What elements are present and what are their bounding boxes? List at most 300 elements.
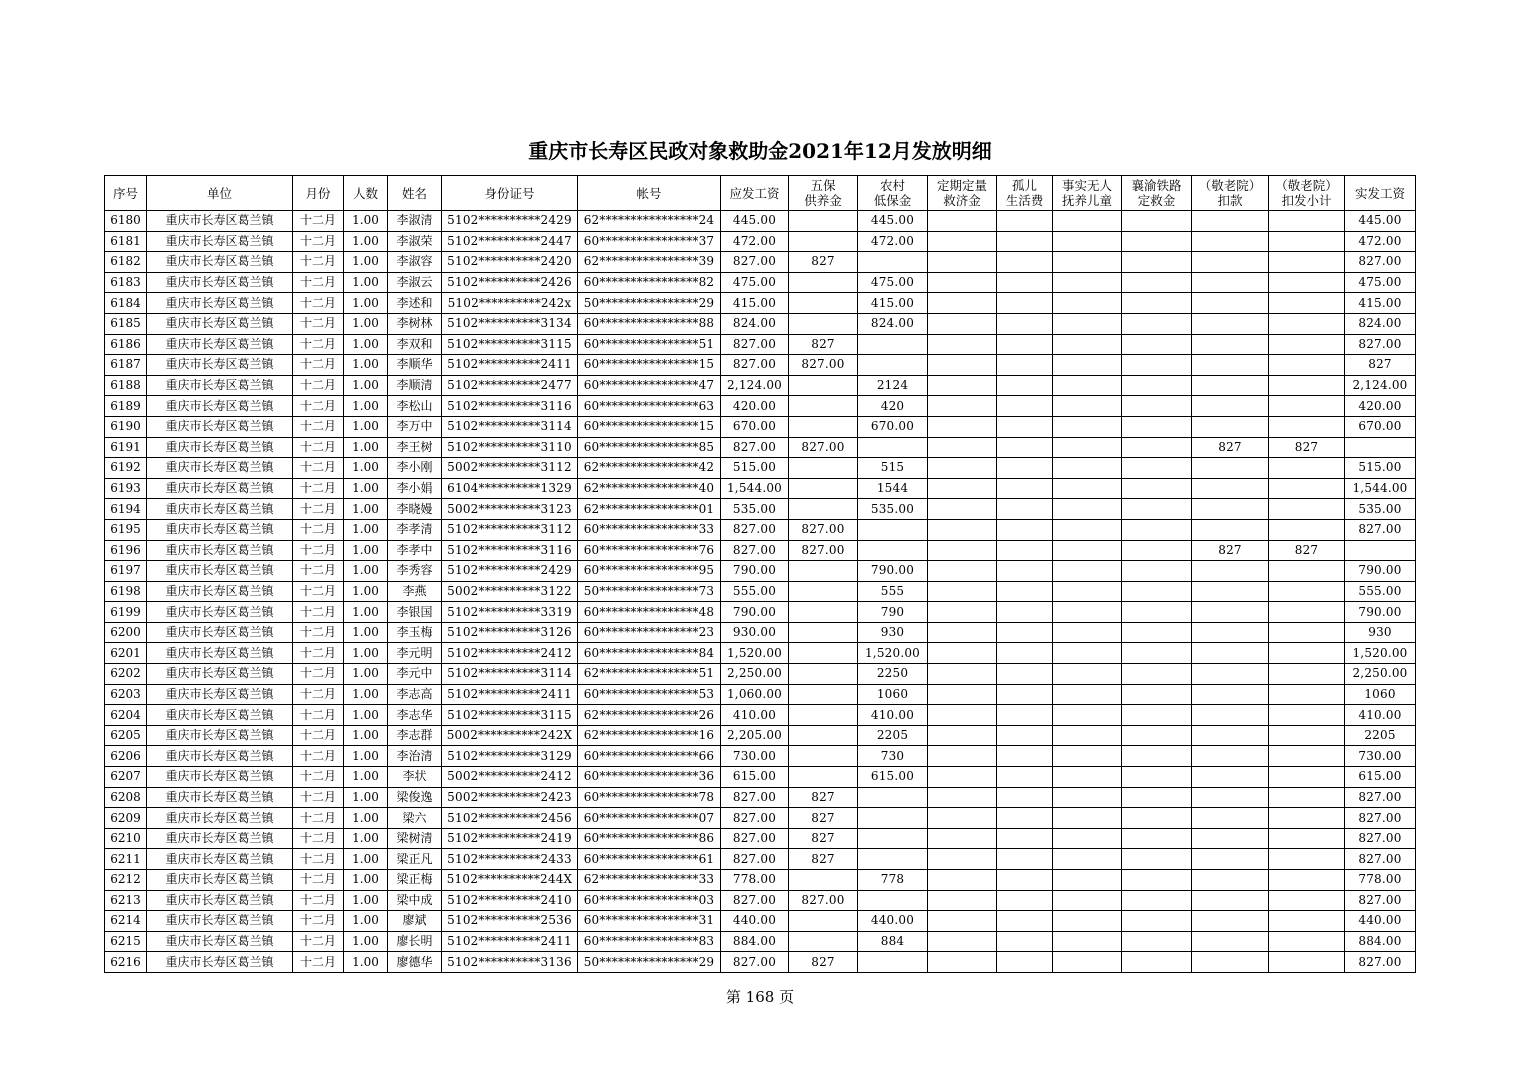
col-wubao-cell: 827.00 [789,355,858,376]
col-deduction-subtotal-cell [1269,705,1345,726]
col-name-cell: 李淑荣 [388,231,442,252]
col-unit-cell: 重庆市长寿区葛兰镇 [147,808,293,829]
col-count-cell: 1.00 [344,561,388,582]
col-payable-cell: 410.00 [721,705,789,726]
col-actual-cell: 615.00 [1345,767,1416,788]
col-dibao-cell [858,890,928,911]
col-payable-cell: 827.00 [721,334,789,355]
col-name-cell: 李元中 [388,664,442,685]
col-dingqi-cell [928,293,997,314]
col-unit-cell: 重庆市长寿区葛兰镇 [147,499,293,520]
col-unit-cell: 重庆市长寿区葛兰镇 [147,293,293,314]
col-deduction-cell [1192,581,1269,602]
col-orphan-cell [997,767,1053,788]
col-month-cell: 十二月 [293,746,344,767]
col-month-cell: 十二月 [293,313,344,334]
col-unsupported-child-cell [1053,870,1122,891]
col-seq-cell: 6192 [105,458,147,479]
col-unsupported-child-cell [1053,231,1122,252]
col-xiangyu-cell [1122,437,1192,458]
col-name-cell: 李松山 [388,396,442,417]
col-seq-cell: 6196 [105,540,147,561]
col-dibao-cell: 884 [858,931,928,952]
col-count-cell: 1.00 [344,211,388,232]
col-id-cell: 5102**********2429 [442,561,578,582]
col-deduction-cell [1192,684,1269,705]
table-row [105,870,1416,891]
col-month-cell: 十二月 [293,499,344,520]
col-account-cell: 50****************29 [578,952,721,973]
col-dingqi-cell [928,664,997,685]
col-id-cell: 5102**********2477 [442,375,578,396]
col-dibao-header: 农村 低保金 [858,176,928,211]
col-actual-cell: 445.00 [1345,211,1416,232]
col-name-cell: 李孝清 [388,519,442,540]
col-dingqi-cell [928,375,997,396]
col-deduction-cell [1192,231,1269,252]
col-unsupported-child-cell [1053,375,1122,396]
col-payable-cell: 930.00 [721,622,789,643]
col-id-cell: 5002**********3123 [442,499,578,520]
col-count-header: 人数 [344,176,388,211]
col-deduction-cell [1192,890,1269,911]
table-row [105,767,1416,788]
col-deduction-cell [1192,334,1269,355]
col-month-cell: 十二月 [293,808,344,829]
col-xiangyu-cell [1122,725,1192,746]
col-wubao-cell [789,581,858,602]
col-unsupported-child-cell [1053,746,1122,767]
col-deduction-subtotal-cell [1269,272,1345,293]
table-row [105,828,1416,849]
col-orphan-cell [997,870,1053,891]
col-id-cell: 5102**********3319 [442,602,578,623]
col-month-cell: 十二月 [293,540,344,561]
col-orphan-cell [997,458,1053,479]
col-dingqi-cell [928,458,997,479]
col-payable-cell: 827.00 [721,890,789,911]
col-wubao-cell [789,396,858,417]
col-id-cell: 5102**********3134 [442,313,578,334]
col-dibao-cell: 472.00 [858,231,928,252]
col-dingqi-cell [928,396,997,417]
col-unsupported-child-cell [1053,478,1122,499]
col-deduction-cell: 827 [1192,437,1269,458]
col-deduction-cell [1192,211,1269,232]
col-account-cell: 60****************82 [578,272,721,293]
col-dingqi-cell [928,478,997,499]
table-row [105,231,1416,252]
col-account-cell: 60****************86 [578,828,721,849]
col-account-cell: 60****************66 [578,746,721,767]
col-wubao-cell [789,622,858,643]
col-seq-cell: 6180 [105,211,147,232]
col-count-cell: 1.00 [344,911,388,932]
col-unit-cell: 重庆市长寿区葛兰镇 [147,664,293,685]
col-deduction-subtotal-cell [1269,931,1345,952]
col-seq-cell: 6182 [105,252,147,273]
col-deduction-cell [1192,622,1269,643]
col-unit-cell: 重庆市长寿区葛兰镇 [147,458,293,479]
col-count-cell: 1.00 [344,458,388,479]
col-seq-cell: 6202 [105,664,147,685]
col-account-cell: 60****************07 [578,808,721,829]
col-wubao-cell [789,746,858,767]
col-month-cell: 十二月 [293,231,344,252]
col-seq-cell: 6199 [105,602,147,623]
col-count-cell: 1.00 [344,952,388,973]
col-dibao-cell: 2124 [858,375,928,396]
col-orphan-cell [997,911,1053,932]
col-name-cell: 李淑云 [388,272,442,293]
col-account-cell: 60****************15 [578,355,721,376]
col-wubao-cell [789,293,858,314]
col-orphan-cell [997,602,1053,623]
col-xiangyu-cell [1122,911,1192,932]
col-wubao-cell [789,870,858,891]
col-deduction-subtotal-cell [1269,664,1345,685]
col-deduction-subtotal-cell [1269,519,1345,540]
col-actual-cell [1345,437,1416,458]
col-seq-cell: 6214 [105,911,147,932]
col-payable-cell: 790.00 [721,602,789,623]
col-orphan-cell [997,890,1053,911]
table-row [105,561,1416,582]
col-id-cell: 5102**********3115 [442,705,578,726]
col-dibao-cell: 420 [858,396,928,417]
col-unit-cell: 重庆市长寿区葛兰镇 [147,849,293,870]
col-payable-cell: 1,544.00 [721,478,789,499]
col-deduction-subtotal-cell [1269,355,1345,376]
col-deduction-cell [1192,870,1269,891]
col-name-header: 姓名 [388,176,442,211]
col-deduction-cell [1192,828,1269,849]
col-id-cell: 5102**********2433 [442,849,578,870]
col-xiangyu-cell [1122,602,1192,623]
col-deduction-cell [1192,272,1269,293]
col-name-cell: 廖斌 [388,911,442,932]
col-actual-cell: 2,250.00 [1345,664,1416,685]
col-id-cell: 5102**********3116 [442,396,578,417]
col-deduction-subtotal-cell: 827 [1269,540,1345,561]
col-id-cell: 5002**********2412 [442,767,578,788]
col-dingqi-cell [928,684,997,705]
col-wubao-header: 五保 供养金 [789,176,858,211]
table-row [105,705,1416,726]
col-name-cell: 梁中成 [388,890,442,911]
col-dibao-cell [858,519,928,540]
col-actual-cell: 535.00 [1345,499,1416,520]
col-xiangyu-cell [1122,334,1192,355]
col-count-cell: 1.00 [344,643,388,664]
col-payable-cell: 827.00 [721,519,789,540]
col-dingqi-cell [928,313,997,334]
col-seq-cell: 6184 [105,293,147,314]
col-orphan-cell [997,849,1053,870]
col-payable-cell: 2,250.00 [721,664,789,685]
col-id-cell: 5102**********2412 [442,643,578,664]
col-dingqi-cell [928,211,997,232]
col-month-cell: 十二月 [293,396,344,417]
col-month-cell: 十二月 [293,725,344,746]
col-dibao-cell: 790.00 [858,561,928,582]
col-dingqi-cell [928,272,997,293]
col-account-cell: 60****************15 [578,416,721,437]
col-wubao-cell: 827 [789,334,858,355]
col-deduction-subtotal-cell [1269,746,1345,767]
col-seq-cell: 6195 [105,519,147,540]
col-orphan-cell [997,581,1053,602]
payment-table [104,175,1416,973]
col-dingqi-cell [928,746,997,767]
table-row [105,787,1416,808]
col-name-cell: 李述和 [388,293,442,314]
col-id-cell: 5002**********242X [442,725,578,746]
col-account-cell: 62****************42 [578,458,721,479]
col-unsupported-child-cell [1053,540,1122,561]
col-wubao-cell [789,705,858,726]
col-dibao-cell: 1544 [858,478,928,499]
col-dingqi-cell [928,231,997,252]
col-id-cell: 5102**********3129 [442,746,578,767]
col-unsupported-child-cell [1053,890,1122,911]
col-id-cell: 5102**********3115 [442,334,578,355]
col-orphan-cell [997,622,1053,643]
col-orphan-cell [997,684,1053,705]
col-unit-cell: 重庆市长寿区葛兰镇 [147,911,293,932]
table-row [105,437,1416,458]
col-deduction-cell [1192,252,1269,273]
col-dibao-cell: 2250 [858,664,928,685]
col-id-cell: 5102**********2536 [442,911,578,932]
col-actual-header: 实发工资 [1345,176,1416,211]
col-count-cell: 1.00 [344,705,388,726]
col-orphan-cell [997,931,1053,952]
col-payable-cell: 420.00 [721,396,789,417]
col-name-cell: 梁六 [388,808,442,829]
col-month-cell: 十二月 [293,355,344,376]
col-dingqi-cell [928,602,997,623]
col-orphan-cell [997,231,1053,252]
col-unsupported-child-cell [1053,849,1122,870]
col-xiangyu-cell [1122,581,1192,602]
col-payable-cell: 515.00 [721,458,789,479]
col-unit-cell: 重庆市长寿区葛兰镇 [147,437,293,458]
col-dibao-cell: 824.00 [858,313,928,334]
col-deduction-cell [1192,931,1269,952]
col-seq-cell: 6203 [105,684,147,705]
col-xiangyu-cell [1122,313,1192,334]
col-name-cell: 廖长明 [388,931,442,952]
col-payable-cell: 827.00 [721,787,789,808]
col-dibao-cell: 2205 [858,725,928,746]
col-unit-cell: 重庆市长寿区葛兰镇 [147,355,293,376]
col-unsupported-child-cell [1053,643,1122,664]
col-seq-cell: 6194 [105,499,147,520]
col-dingqi-cell [928,890,997,911]
table-row [105,746,1416,767]
col-name-cell: 李晓嫚 [388,499,442,520]
col-xiangyu-cell [1122,211,1192,232]
col-account-cell: 60****************37 [578,231,721,252]
col-name-cell: 李治清 [388,746,442,767]
col-name-cell: 李孝中 [388,540,442,561]
col-count-cell: 1.00 [344,231,388,252]
table-row [105,334,1416,355]
col-name-cell: 李顺华 [388,355,442,376]
col-name-cell: 李小娟 [388,478,442,499]
col-seq-cell: 6186 [105,334,147,355]
col-id-cell: 5102**********2447 [442,231,578,252]
col-xiangyu-cell [1122,808,1192,829]
col-wubao-cell [789,231,858,252]
col-deduction-subtotal-cell [1269,478,1345,499]
col-dibao-cell [858,355,928,376]
col-count-cell: 1.00 [344,664,388,685]
col-id-cell: 5102**********2411 [442,931,578,952]
col-count-cell: 1.00 [344,828,388,849]
col-actual-cell: 778.00 [1345,870,1416,891]
col-wubao-cell [789,931,858,952]
col-unsupported-child-cell [1053,313,1122,334]
col-deduction-cell [1192,602,1269,623]
col-orphan-cell [997,664,1053,685]
col-unsupported-child-cell [1053,787,1122,808]
col-seq-cell: 6204 [105,705,147,726]
col-deduction-cell [1192,416,1269,437]
col-month-cell: 十二月 [293,458,344,479]
col-xiangyu-cell [1122,931,1192,952]
col-dingqi-cell [928,355,997,376]
table-row [105,684,1416,705]
col-deduction-cell [1192,911,1269,932]
col-deduction-subtotal-cell [1269,396,1345,417]
col-count-cell: 1.00 [344,540,388,561]
col-actual-cell: 475.00 [1345,272,1416,293]
col-account-cell: 60****************51 [578,334,721,355]
col-name-cell: 李燕 [388,581,442,602]
col-actual-cell: 2205 [1345,725,1416,746]
col-count-cell: 1.00 [344,416,388,437]
col-id-cell: 5102**********2410 [442,890,578,911]
col-month-cell: 十二月 [293,849,344,870]
table-row [105,313,1416,334]
col-account-cell: 60****************84 [578,643,721,664]
col-unsupported-child-cell [1053,252,1122,273]
col-dibao-cell: 730 [858,746,928,767]
col-deduction-cell [1192,664,1269,685]
col-xiangyu-cell [1122,519,1192,540]
col-deduction-cell [1192,787,1269,808]
col-orphan-cell [997,808,1053,829]
col-month-cell: 十二月 [293,890,344,911]
col-dingqi-cell [928,931,997,952]
col-month-cell: 十二月 [293,211,344,232]
col-xiangyu-cell [1122,849,1192,870]
col-orphan-cell [997,540,1053,561]
col-payable-cell: 730.00 [721,746,789,767]
col-dibao-cell [858,828,928,849]
col-month-cell: 十二月 [293,828,344,849]
col-wubao-cell [789,272,858,293]
col-name-cell: 李王树 [388,437,442,458]
col-deduction-cell [1192,519,1269,540]
col-unit-cell: 重庆市长寿区葛兰镇 [147,931,293,952]
col-payable-cell: 415.00 [721,293,789,314]
col-month-header: 月份 [293,176,344,211]
col-seq-cell: 6208 [105,787,147,808]
col-deduction-subtotal-cell [1269,293,1345,314]
col-actual-cell: 790.00 [1345,561,1416,582]
col-unit-cell: 重庆市长寿区葛兰镇 [147,519,293,540]
col-wubao-cell [789,684,858,705]
col-month-cell: 十二月 [293,334,344,355]
col-id-cell: 5102**********3110 [442,437,578,458]
col-dibao-cell: 440.00 [858,911,928,932]
col-name-cell: 李顺清 [388,375,442,396]
col-account-cell: 62****************24 [578,211,721,232]
col-unit-cell: 重庆市长寿区葛兰镇 [147,622,293,643]
col-dibao-cell: 790 [858,602,928,623]
col-wubao-cell: 827 [789,252,858,273]
col-seq-cell: 6201 [105,643,147,664]
col-unsupported-child-cell [1053,808,1122,829]
col-account-cell: 60****************48 [578,602,721,623]
col-unit-cell: 重庆市长寿区葛兰镇 [147,252,293,273]
col-seq-cell: 6210 [105,828,147,849]
col-xiangyu-cell [1122,787,1192,808]
col-account-cell: 60****************63 [578,396,721,417]
col-name-cell: 李小刚 [388,458,442,479]
col-unsupported-child-cell [1053,911,1122,932]
col-count-cell: 1.00 [344,334,388,355]
col-actual-cell: 827.00 [1345,787,1416,808]
table-row [105,416,1416,437]
col-xiangyu-cell [1122,231,1192,252]
col-actual-cell: 730.00 [1345,746,1416,767]
col-deduction-subtotal-cell [1269,231,1345,252]
col-unsupported-child-cell [1053,355,1122,376]
table-row [105,890,1416,911]
table-row [105,375,1416,396]
col-id-cell: 5002**********3122 [442,581,578,602]
col-unsupported-child-cell [1053,622,1122,643]
col-actual-cell: 884.00 [1345,931,1416,952]
col-dibao-cell: 535.00 [858,499,928,520]
col-orphan-cell [997,499,1053,520]
page-number: 第 168 页 [725,988,795,1006]
col-wubao-cell [789,375,858,396]
col-xiangyu-cell [1122,355,1192,376]
col-month-cell: 十二月 [293,519,344,540]
col-deduction-cell [1192,293,1269,314]
col-id-cell: 5102**********2429 [442,211,578,232]
col-month-cell: 十二月 [293,931,344,952]
col-xiangyu-cell [1122,870,1192,891]
col-count-cell: 1.00 [344,293,388,314]
col-actual-cell: 410.00 [1345,705,1416,726]
col-account-cell: 62****************01 [578,499,721,520]
col-dingqi-cell [928,252,997,273]
col-account-cell: 62****************33 [578,870,721,891]
col-unit-cell: 重庆市长寿区葛兰镇 [147,890,293,911]
col-dibao-cell: 930 [858,622,928,643]
col-actual-cell: 440.00 [1345,911,1416,932]
col-unit-cell: 重庆市长寿区葛兰镇 [147,746,293,767]
col-dingqi-cell [928,849,997,870]
col-seq-cell: 6215 [105,931,147,952]
col-deduction-cell [1192,849,1269,870]
